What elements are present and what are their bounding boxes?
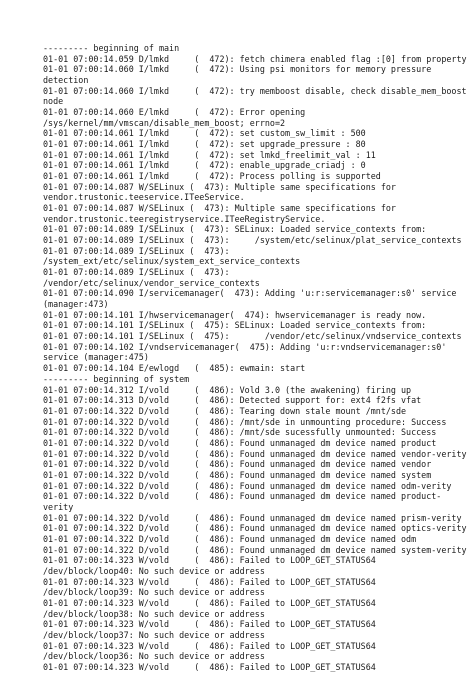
log-line: 01-01 07:00:14.322 D/vold ( 486): Found unmanaged dm device named system-verity xyxy=(43,544,467,555)
log-document xyxy=(43,43,467,673)
log-line: (manager:473) xyxy=(43,299,109,310)
log-line: /dev/block/loop37: No such device or address xyxy=(43,629,265,640)
log-line: 01-01 07:00:14.322 D/vold ( 486): Tearing down stale mount /mnt/sde xyxy=(43,405,407,416)
log-line: 01-01 07:00:14.060 I/lmkd ( 472): Using psi monitors for memory pressure xyxy=(43,64,432,75)
log-line: 01-01 07:00:14.104 E/ewlogd ( 485): ewmain: start xyxy=(43,363,306,374)
log-line: 01-01 07:00:14.101 I/SELinux ( 475): SELinux: Loaded service_contexts from: xyxy=(43,320,427,331)
log-line: --------- beginning of system xyxy=(43,373,190,384)
log-line: 01-01 07:00:14.059 D/lmkd ( 472): fetch chimera enabled flag :[0] from property xyxy=(43,53,467,64)
log-line: 01-01 07:00:14.102 I/vndservicemanager( 475): Adding 'u:r:vndservicemanager:s0' xyxy=(43,341,447,352)
log-line: /dev/block/loop38: No such device or address xyxy=(43,608,265,619)
log-line: detection xyxy=(43,75,89,86)
log-line: 01-01 07:00:14.101 I/SELinux ( 475): /vendor/etc/selinux/vndservice_contexts xyxy=(43,331,462,342)
log-line: 01-01 07:00:14.322 D/vold ( 486): Found unmanaged dm device named prism-verity xyxy=(43,512,462,523)
log-line: 01-01 07:00:14.312 I/vold ( 486): Vold 3.0 (the awakening) firing up xyxy=(43,384,412,395)
log-line: vendor.trustonic.teeregistryservice.ITeeRegistryService. xyxy=(43,213,326,224)
log-line: /vendor/etc/selinux/vendor_service_contexts xyxy=(43,277,260,288)
log-line: 01-01 07:00:14.061 I/lmkd ( 472): Process polling is supported xyxy=(43,171,381,182)
log-line: 01-01 07:00:14.089 I/SELinux ( 473): /system/etc/selinux/plat_service_contexts xyxy=(43,235,462,246)
log-line: 01-01 07:00:14.060 I/lmkd ( 472): try memboost disable, check disable_mem_boost xyxy=(43,85,467,96)
log-line: verity xyxy=(43,501,74,512)
log-line: 01-01 07:00:14.087 W/SELinux ( 473): Multiple same specifications for xyxy=(43,203,396,214)
log-line: /dev/block/loop39: No such device or address xyxy=(43,587,265,598)
log-line: 01-01 07:00:14.313 D/vold ( 486): Detected support for: ext4 f2fs vfat xyxy=(43,395,422,406)
log-line: 01-01 07:00:14.061 I/lmkd ( 472): set custom_sw_limit : 500 xyxy=(43,128,366,139)
log-line: 01-01 07:00:14.101 I/hwservicemanager( 474): hwservicemanager is ready now. xyxy=(43,309,427,320)
log-line: 01-01 07:00:14.322 D/vold ( 486): Found unmanaged dm device named vendor-verity xyxy=(43,448,467,459)
log-line: 01-01 07:00:14.090 I/servicemanager( 473): Adding 'u:r:servicemanager:s0' service xyxy=(43,288,457,299)
log-line: 01-01 07:00:14.322 D/vold ( 486): Found unmanaged dm device named product- xyxy=(43,491,442,502)
log-line: 01-01 07:00:14.322 D/vold ( 486): Found unmanaged dm device named product xyxy=(43,437,437,448)
log-line: 01-01 07:00:14.089 I/SELinux ( 473): xyxy=(43,267,230,278)
log-line: /sys/kernel/mm/vmscan/disable_mem_boost; errno=2 xyxy=(43,117,286,128)
log-line: /system_ext/etc/selinux/system_ext_service_contexts xyxy=(43,256,301,267)
log-line: /dev/block/loop36: No such device or address xyxy=(43,651,265,662)
log-line: 01-01 07:00:14.322 D/vold ( 486): Found unmanaged dm device named odm-verity xyxy=(43,480,452,491)
log-line: 01-01 07:00:14.323 W/vold ( 486): Failed to LOOP_GET_STATUS64 xyxy=(43,576,376,587)
log-line: vendor.trustonic.teeservice.ITeeService. xyxy=(43,192,245,203)
log-line: 01-01 07:00:14.322 D/vold ( 486): Found unmanaged dm device named odm xyxy=(43,533,417,544)
log-line: 01-01 07:00:14.323 W/vold ( 486): Failed to LOOP_GET_STATUS64 xyxy=(43,661,376,672)
log-line: 01-01 07:00:14.061 I/lmkd ( 472): enable_upgrade_criadj : 0 xyxy=(43,160,366,171)
log-line: --------- beginning of main xyxy=(43,43,180,53)
log-line: 01-01 07:00:14.061 I/lmkd ( 472): set lmkd_freelimit_val : 11 xyxy=(43,149,376,160)
log-line: 01-01 07:00:14.322 D/vold ( 486): /mnt/sde in unmounting procedure: Success xyxy=(43,416,447,427)
log-line: 01-01 07:00:14.323 W/vold ( 486): Failed to LOOP_GET_STATUS64 xyxy=(43,597,376,608)
log-line: 01-01 07:00:14.323 W/vold ( 486): Failed to LOOP_GET_STATUS64 xyxy=(43,619,376,630)
log-line: 01-01 07:00:14.087 W/SELinux ( 473): Multiple same specifications for xyxy=(43,181,396,192)
log-line: 01-01 07:00:14.089 I/SELinux ( 473): xyxy=(43,245,230,256)
log-line: 01-01 07:00:14.322 D/vold ( 486): Found unmanaged dm device named vendor xyxy=(43,459,432,470)
log-line: service (manager:475) xyxy=(43,352,149,363)
log-line: /dev/block/loop40: No such device or address xyxy=(43,565,265,576)
log-line: 01-01 07:00:14.322 D/vold ( 486): /mnt/sde sucessfully unmounted: Success xyxy=(43,427,437,438)
log-line: 01-01 07:00:14.089 I/SELinux ( 473): SELinux: Loaded service_contexts from: xyxy=(43,224,427,235)
log-line: 01-01 07:00:14.060 E/lmkd ( 472): Error opening xyxy=(43,107,306,118)
log-line: 01-01 07:00:14.061 I/lmkd ( 472): set upgrade_pressure : 80 xyxy=(43,139,366,150)
log-line: 01-01 07:00:14.322 D/vold ( 486): Found unmanaged dm device named system xyxy=(43,469,432,480)
log-line: 01-01 07:00:14.323 W/vold ( 486): Failed to LOOP_GET_STATUS64 xyxy=(43,555,376,566)
log-line: 01-01 07:00:14.322 D/vold ( 486): Found unmanaged dm device named optics-verity xyxy=(43,523,467,534)
log-line: node xyxy=(43,96,64,107)
log-line: 01-01 07:00:14.323 W/vold ( 486): Failed to LOOP_GET_STATUS64 xyxy=(43,640,376,651)
